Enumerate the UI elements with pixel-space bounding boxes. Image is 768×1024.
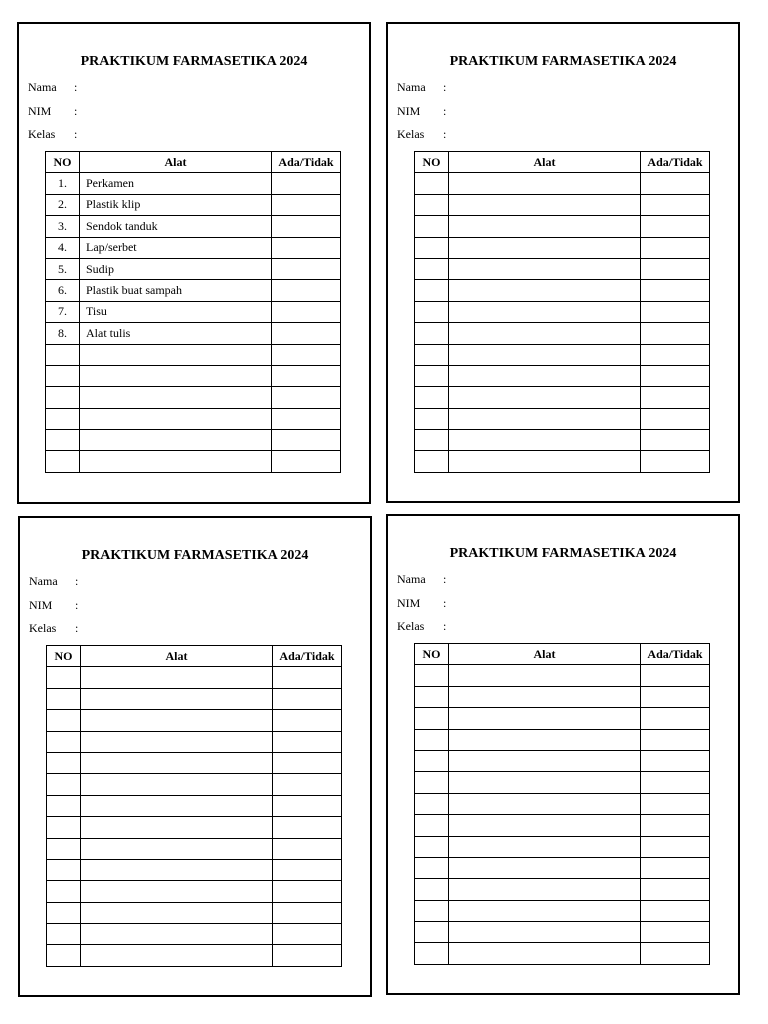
row-number-cell	[415, 815, 449, 836]
table-row	[415, 173, 710, 194]
table-row	[46, 323, 341, 344]
row-ada-tidak-cell[interactable]	[273, 667, 342, 688]
nama-separator: :	[443, 80, 447, 94]
row-ada-tidak-cell[interactable]	[273, 859, 342, 880]
row-ada-tidak-cell[interactable]	[272, 365, 341, 386]
row-number-cell	[415, 451, 449, 472]
row-alat-cell	[81, 881, 273, 902]
nama-field	[29, 573, 78, 589]
row-number-cell	[415, 857, 449, 878]
table-row	[415, 772, 710, 793]
row-alat-cell	[81, 731, 273, 752]
row-number-cell	[415, 665, 449, 686]
row-alat-cell	[449, 857, 641, 878]
row-ada-tidak-cell[interactable]	[272, 237, 341, 258]
row-number-cell	[46, 430, 80, 451]
row-ada-tidak-cell[interactable]	[641, 194, 710, 215]
checklist-card	[386, 22, 740, 503]
row-ada-tidak-cell[interactable]	[641, 750, 710, 771]
row-ada-tidak-cell[interactable]	[641, 451, 710, 472]
row-number-cell	[47, 945, 81, 966]
table-row	[46, 280, 341, 301]
table-row	[415, 879, 710, 900]
table-row	[415, 943, 710, 964]
row-number-cell	[415, 323, 449, 344]
header-alat: Alat	[81, 646, 273, 667]
row-ada-tidak-cell[interactable]	[641, 301, 710, 322]
table-row	[46, 301, 341, 322]
table-row	[415, 301, 710, 322]
checklist-card	[18, 516, 372, 997]
row-alat-cell	[81, 710, 273, 731]
equipment-table	[45, 151, 341, 473]
row-ada-tidak-cell[interactable]	[272, 451, 341, 472]
row-number-cell	[46, 408, 80, 429]
header-alat: Alat	[449, 644, 641, 665]
row-ada-tidak-cell[interactable]	[272, 280, 341, 301]
row-ada-tidak-cell[interactable]	[641, 879, 710, 900]
nama-label: Nama	[397, 80, 426, 94]
row-ada-tidak-cell[interactable]	[641, 258, 710, 279]
row-alat-cell	[80, 451, 272, 472]
nim-label: NIM	[397, 596, 421, 610]
row-alat-cell	[449, 216, 641, 237]
row-alat-cell	[80, 430, 272, 451]
kelas-label: Kelas	[28, 127, 56, 141]
table-row	[47, 902, 342, 923]
row-number-cell	[415, 686, 449, 707]
row-number-cell: 7.	[46, 301, 80, 322]
table-row	[415, 451, 710, 472]
row-alat-cell	[449, 750, 641, 771]
row-ada-tidak-cell[interactable]	[273, 902, 342, 923]
table-row	[46, 365, 341, 386]
table-row	[415, 750, 710, 771]
row-alat-cell	[449, 408, 641, 429]
table-row	[415, 194, 710, 215]
nim-separator: :	[443, 596, 447, 610]
row-alat-cell	[81, 945, 273, 966]
table-row	[46, 344, 341, 365]
row-number-cell	[415, 772, 449, 793]
table-row	[47, 881, 342, 902]
nama-label: Nama	[397, 572, 426, 586]
row-alat-cell	[81, 924, 273, 945]
nama-separator: :	[75, 574, 79, 588]
row-alat-cell	[81, 859, 273, 880]
table-header-row	[415, 644, 710, 665]
card-title: PRAKTIKUM FARMASETIKA 2024	[81, 548, 309, 563]
table-row	[46, 216, 341, 237]
table-row	[47, 945, 342, 966]
row-number-cell	[415, 194, 449, 215]
nim-label: NIM	[397, 104, 421, 118]
table-row	[415, 900, 710, 921]
row-number-cell	[415, 430, 449, 451]
header-ada-tidak: Ada/Tidak	[641, 644, 710, 665]
row-ada-tidak-cell[interactable]	[641, 793, 710, 814]
table-row	[415, 323, 710, 344]
row-alat-cell	[449, 237, 641, 258]
row-ada-tidak-cell[interactable]	[272, 344, 341, 365]
kelas-label: Kelas	[397, 619, 425, 633]
row-number-cell: 8.	[46, 323, 80, 344]
row-alat-cell	[81, 838, 273, 859]
table-row	[415, 408, 710, 429]
row-ada-tidak-cell[interactable]	[641, 387, 710, 408]
row-number-cell	[47, 795, 81, 816]
row-alat-cell	[449, 686, 641, 707]
table-row	[415, 387, 710, 408]
row-alat-cell	[449, 879, 641, 900]
row-ada-tidak-cell[interactable]	[641, 729, 710, 750]
row-alat-cell	[81, 752, 273, 773]
row-ada-tidak-cell[interactable]	[641, 408, 710, 429]
row-number-cell	[415, 173, 449, 194]
nim-label: NIM	[28, 104, 52, 118]
row-alat-cell	[449, 729, 641, 750]
table-row	[415, 793, 710, 814]
table-row	[415, 365, 710, 386]
table-row	[415, 237, 710, 258]
table-row	[415, 665, 710, 686]
row-alat-cell: Alat tulis	[80, 323, 272, 344]
row-number-cell	[47, 924, 81, 945]
table-row	[415, 258, 710, 279]
row-number-cell: 4.	[46, 237, 80, 258]
table-row	[46, 237, 341, 258]
row-number-cell	[47, 838, 81, 859]
row-number-cell	[415, 922, 449, 943]
row-ada-tidak-cell[interactable]	[641, 237, 710, 258]
table-header-row	[47, 646, 342, 667]
row-alat-cell	[80, 387, 272, 408]
nim-label: NIM	[29, 598, 53, 612]
nama-field	[397, 571, 446, 587]
equipment-table	[414, 151, 710, 473]
row-ada-tidak-cell[interactable]	[641, 216, 710, 237]
header-no: NO	[46, 152, 80, 173]
row-number-cell	[415, 793, 449, 814]
row-alat-cell	[449, 708, 641, 729]
row-number-cell	[415, 408, 449, 429]
row-alat-cell	[449, 173, 641, 194]
row-ada-tidak-cell[interactable]	[641, 430, 710, 451]
row-alat-cell	[449, 793, 641, 814]
table-row	[415, 922, 710, 943]
row-number-cell	[415, 750, 449, 771]
row-number-cell	[46, 387, 80, 408]
row-number-cell: 2.	[46, 194, 80, 215]
row-alat-cell	[449, 365, 641, 386]
row-ada-tidak-cell[interactable]	[641, 665, 710, 686]
table-row	[47, 924, 342, 945]
row-alat-cell	[81, 902, 273, 923]
header-alat: Alat	[80, 152, 272, 173]
row-ada-tidak-cell[interactable]	[641, 344, 710, 365]
row-alat-cell	[449, 451, 641, 472]
row-alat-cell	[449, 280, 641, 301]
row-number-cell	[47, 902, 81, 923]
row-ada-tidak-cell[interactable]	[272, 301, 341, 322]
row-alat-cell	[449, 836, 641, 857]
table-row	[415, 686, 710, 707]
row-alat-cell	[449, 258, 641, 279]
row-number-cell	[415, 387, 449, 408]
row-number-cell	[47, 731, 81, 752]
table-row	[415, 708, 710, 729]
row-ada-tidak-cell[interactable]	[273, 688, 342, 709]
kelas-separator: :	[443, 619, 447, 633]
row-number-cell	[415, 729, 449, 750]
nama-label: Nama	[28, 80, 57, 94]
row-ada-tidak-cell[interactable]	[273, 731, 342, 752]
row-alat-cell: Perkamen	[80, 173, 272, 194]
row-number-cell	[415, 344, 449, 365]
row-number-cell	[415, 258, 449, 279]
kelas-field	[397, 126, 446, 142]
row-alat-cell	[449, 943, 641, 964]
row-number-cell	[47, 667, 81, 688]
row-ada-tidak-cell[interactable]	[641, 365, 710, 386]
row-alat-cell	[449, 387, 641, 408]
nim-field	[28, 103, 77, 119]
row-number-cell	[415, 943, 449, 964]
table-row	[46, 451, 341, 472]
row-ada-tidak-cell[interactable]	[273, 924, 342, 945]
equipment-table	[414, 643, 710, 965]
row-number-cell	[415, 836, 449, 857]
row-ada-tidak-cell[interactable]	[641, 836, 710, 857]
row-ada-tidak-cell[interactable]	[641, 857, 710, 878]
table-row	[47, 688, 342, 709]
row-alat-cell	[449, 194, 641, 215]
row-number-cell	[47, 752, 81, 773]
row-ada-tidak-cell[interactable]	[641, 173, 710, 194]
card-title: PRAKTIKUM FARMASETIKA 2024	[449, 54, 677, 69]
table-row	[46, 194, 341, 215]
row-alat-cell	[81, 795, 273, 816]
row-ada-tidak-cell[interactable]	[272, 194, 341, 215]
kelas-separator: :	[75, 621, 79, 635]
table-row	[47, 859, 342, 880]
kelas-label: Kelas	[29, 621, 57, 635]
kelas-separator: :	[74, 127, 78, 141]
table-row	[46, 258, 341, 279]
row-alat-cell	[449, 772, 641, 793]
row-alat-cell	[80, 365, 272, 386]
row-alat-cell	[449, 922, 641, 943]
table-header-row	[46, 152, 341, 173]
row-alat-cell: Sendok tanduk	[80, 216, 272, 237]
row-number-cell	[415, 280, 449, 301]
table-row	[415, 836, 710, 857]
row-alat-cell	[449, 344, 641, 365]
table-row	[47, 710, 342, 731]
row-ada-tidak-cell[interactable]	[273, 838, 342, 859]
row-ada-tidak-cell[interactable]	[641, 708, 710, 729]
row-number-cell	[415, 301, 449, 322]
nama-separator: :	[74, 80, 78, 94]
nim-separator: :	[443, 104, 447, 118]
row-ada-tidak-cell[interactable]	[272, 258, 341, 279]
row-ada-tidak-cell[interactable]	[272, 430, 341, 451]
table-row	[47, 774, 342, 795]
row-number-cell	[46, 365, 80, 386]
kelas-field	[28, 126, 77, 142]
row-number-cell	[47, 817, 81, 838]
row-alat-cell: Lap/serbet	[80, 237, 272, 258]
table-row	[47, 817, 342, 838]
row-ada-tidak-cell[interactable]	[641, 815, 710, 836]
header-no: NO	[47, 646, 81, 667]
kelas-separator: :	[443, 127, 447, 141]
table-row	[415, 729, 710, 750]
table-row	[47, 731, 342, 752]
equipment-table	[46, 645, 342, 967]
header-alat: Alat	[449, 152, 641, 173]
row-alat-cell	[449, 430, 641, 451]
row-ada-tidak-cell[interactable]	[273, 752, 342, 773]
nim-separator: :	[74, 104, 78, 118]
table-row	[46, 408, 341, 429]
table-row	[415, 344, 710, 365]
row-number-cell	[46, 451, 80, 472]
row-ada-tidak-cell[interactable]	[273, 817, 342, 838]
nama-label: Nama	[29, 574, 58, 588]
row-alat-cell	[81, 774, 273, 795]
kelas-field	[29, 620, 78, 636]
row-ada-tidak-cell[interactable]	[641, 686, 710, 707]
table-row	[46, 173, 341, 194]
row-alat-cell	[449, 665, 641, 686]
header-ada-tidak: Ada/Tidak	[272, 152, 341, 173]
table-row	[47, 838, 342, 859]
nim-field	[397, 103, 446, 119]
table-row	[47, 752, 342, 773]
nama-field	[397, 79, 446, 95]
table-row	[415, 280, 710, 301]
row-ada-tidak-cell[interactable]	[273, 710, 342, 731]
row-number-cell: 6.	[46, 280, 80, 301]
table-row	[415, 857, 710, 878]
row-number-cell: 1.	[46, 173, 80, 194]
row-number-cell	[415, 900, 449, 921]
table-row	[46, 430, 341, 451]
row-ada-tidak-cell[interactable]	[272, 173, 341, 194]
row-alat-cell: Tisu	[80, 301, 272, 322]
row-ada-tidak-cell[interactable]	[272, 323, 341, 344]
row-ada-tidak-cell[interactable]	[272, 408, 341, 429]
row-alat-cell	[449, 815, 641, 836]
row-alat-cell	[449, 323, 641, 344]
row-alat-cell: Plastik klip	[80, 194, 272, 215]
row-ada-tidak-cell[interactable]	[641, 280, 710, 301]
table-row	[47, 667, 342, 688]
row-alat-cell: Sudip	[80, 258, 272, 279]
row-ada-tidak-cell[interactable]	[641, 943, 710, 964]
row-number-cell	[47, 774, 81, 795]
header-no: NO	[415, 152, 449, 173]
row-alat-cell	[80, 408, 272, 429]
row-alat-cell	[81, 817, 273, 838]
row-alat-cell	[81, 688, 273, 709]
row-number-cell	[415, 708, 449, 729]
row-ada-tidak-cell[interactable]	[641, 772, 710, 793]
row-ada-tidak-cell[interactable]	[641, 323, 710, 344]
row-ada-tidak-cell[interactable]	[273, 945, 342, 966]
row-alat-cell	[81, 667, 273, 688]
row-ada-tidak-cell[interactable]	[273, 795, 342, 816]
row-number-cell	[47, 881, 81, 902]
row-ada-tidak-cell[interactable]	[641, 922, 710, 943]
row-number-cell	[47, 688, 81, 709]
nim-field	[29, 597, 78, 613]
header-no: NO	[415, 644, 449, 665]
row-number-cell	[415, 365, 449, 386]
nim-field	[397, 595, 446, 611]
row-alat-cell	[80, 344, 272, 365]
nim-separator: :	[75, 598, 79, 612]
card-title: PRAKTIKUM FARMASETIKA 2024	[80, 54, 308, 69]
row-alat-cell	[449, 900, 641, 921]
table-row	[46, 387, 341, 408]
row-ada-tidak-cell[interactable]	[273, 774, 342, 795]
table-row	[415, 815, 710, 836]
table-row	[415, 430, 710, 451]
row-number-cell: 5.	[46, 258, 80, 279]
nama-field	[28, 79, 77, 95]
row-number-cell	[46, 344, 80, 365]
header-ada-tidak: Ada/Tidak	[273, 646, 342, 667]
row-number-cell	[415, 879, 449, 900]
header-ada-tidak: Ada/Tidak	[641, 152, 710, 173]
kelas-field	[397, 618, 446, 634]
row-ada-tidak-cell[interactable]	[273, 881, 342, 902]
card-title: PRAKTIKUM FARMASETIKA 2024	[449, 546, 677, 561]
row-number-cell	[415, 216, 449, 237]
checklist-card	[386, 514, 740, 995]
table-row	[47, 795, 342, 816]
row-number-cell	[415, 237, 449, 258]
row-alat-cell	[449, 301, 641, 322]
row-ada-tidak-cell[interactable]	[272, 216, 341, 237]
kelas-label: Kelas	[397, 127, 425, 141]
row-number-cell: 3.	[46, 216, 80, 237]
row-alat-cell: Plastik buat sampah	[80, 280, 272, 301]
row-ada-tidak-cell[interactable]	[641, 900, 710, 921]
table-header-row	[415, 152, 710, 173]
row-ada-tidak-cell[interactable]	[272, 387, 341, 408]
row-number-cell	[47, 710, 81, 731]
nama-separator: :	[443, 572, 447, 586]
row-number-cell	[47, 859, 81, 880]
table-row	[415, 216, 710, 237]
checklist-card	[17, 22, 371, 504]
